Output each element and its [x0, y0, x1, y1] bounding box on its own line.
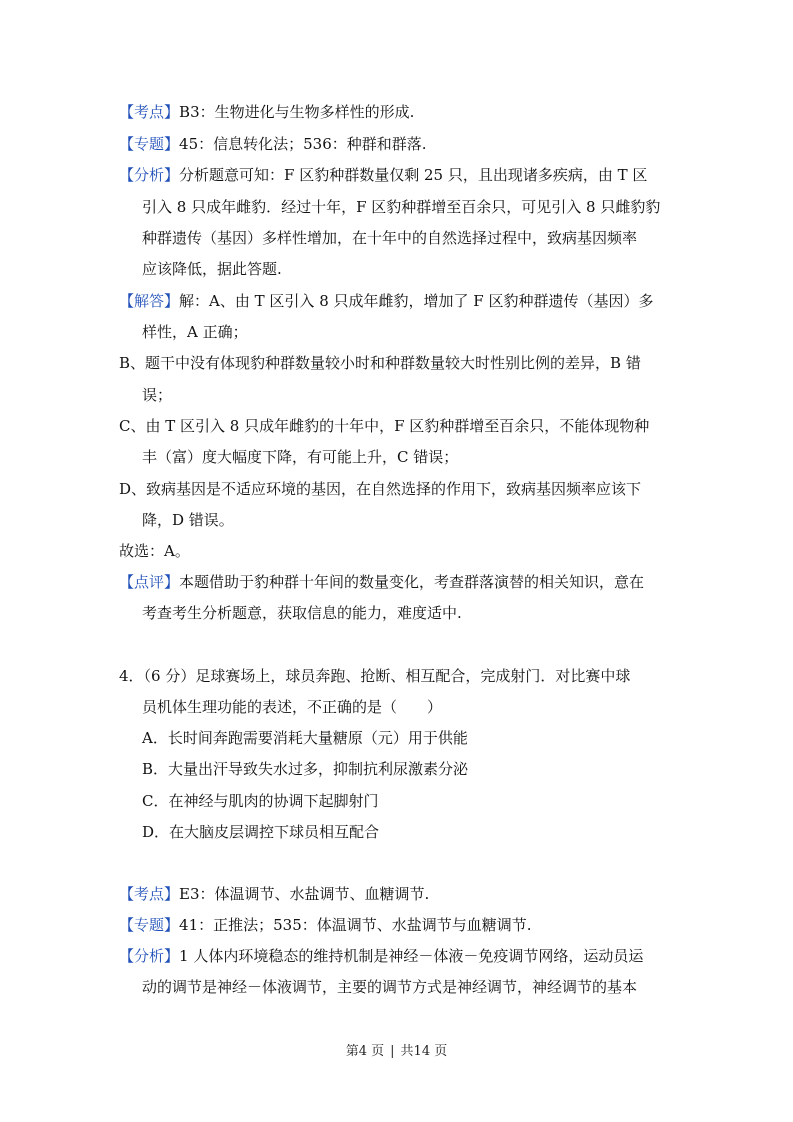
kaodian-text: B3：生物进化与生物多样性的形成. — [179, 103, 415, 121]
zhuanti-line — [119, 134, 427, 154]
option-c-line-2: 丰（富）度大幅度下降，有可能上升，C 错误； — [142, 448, 459, 466]
option-c-line-1: C、由 T 区引入 8 只成年雌豹的十年中，F 区豹种群增至百余只，不能体现物种 — [119, 417, 650, 435]
fenxi-tag-2: 【分析】 — [119, 947, 180, 965]
fenxi2-line-2: 动的调节是神经－体液调节，主要的调节方式是神经调节，神经调节的基本 — [142, 978, 638, 996]
zhuanti-tag-2: 【专题】 — [119, 916, 180, 934]
fenxi-line-2: 引入 8 只成年雌豹．经过十年，F 区豹种群增至百余只，可见引入 8 只雌豹豹 — [142, 198, 661, 216]
question-4-stem-2: 员机体生理功能的表述，不正确的是（ ） — [142, 698, 443, 716]
kaodian-tag-2: 【考点】 — [119, 885, 180, 903]
option-b-line-2: 误； — [142, 386, 173, 404]
question-4-choice-d: D．在大脑皮层调控下球员相互配合 — [142, 823, 380, 841]
question-4-choice-c: C．在神经与肌肉的协调下起脚射门 — [142, 792, 379, 810]
answer-line: 故选：A。 — [119, 542, 190, 560]
page-footer — [0, 1040, 793, 1059]
page-number: 第4 页 — [345, 1044, 385, 1059]
fenxi-tag: 【分析】 — [119, 166, 180, 184]
jieda-line-2: 样性，A 正确； — [142, 323, 248, 341]
kaodian-tag: 【考点】 — [119, 103, 180, 121]
question-4-choice-b: B．大量出汗导致失水过多，抑制抗利尿激素分泌 — [142, 760, 469, 778]
fenxi-line-3: 种群遗传（基因）多样性增加，在十年中的自然选择过程中，致病基因频率 — [142, 229, 638, 247]
fenxi2-line-1: 【分析】1 人体内环境稳态的维持机制是神经－体液－免疫调节网络，运动员运 — [119, 947, 644, 965]
jieda-tag: 【解答】 — [119, 292, 180, 310]
zhuanti-tag: 【专题】 — [119, 135, 180, 153]
option-d-line-2: 降，D 错误。 — [142, 511, 234, 529]
fenxi-line-4: 应该降低，据此答题. — [142, 260, 282, 278]
footer-separator: | — [390, 1044, 395, 1059]
option-b-line-1: B、题干中没有体现豹种群数量较小时和种群数量较大时性别比例的差异，B 错 — [119, 354, 641, 372]
kaodian-line-2: 【考点】E3：体温调节、水盐调节、血糖调节. — [119, 885, 430, 903]
dianping-tag: 【点评】 — [119, 573, 180, 591]
kaodian-line — [119, 102, 414, 122]
question-4-choice-a: A．长时间奔跑需要消耗大量糖原（元）用于供能 — [142, 729, 468, 747]
dianping-line-2: 考查考生分析题意，获取信息的能力，难度适中. — [142, 604, 462, 622]
dianping-line-1: 【点评】本题借助于豹种群十年间的数量变化，考查群落演替的相关知识，意在 — [119, 573, 645, 591]
page-total: 共14 页 — [400, 1044, 448, 1059]
question-4-stem-1: 4．（6 分）足球赛场上，球员奔跑、抢断、相互配合，完成射门．对比赛中球 — [119, 667, 631, 685]
jieda-line-1: 【解答】解：A、由 T 区引入 8 只成年雌豹，增加了 F 区豹种群遗传（基因）多 — [119, 292, 654, 310]
zhuanti-text: 45：信息转化法；536：种群和群落. — [179, 135, 427, 153]
fenxi-line-1: 【分析】分析题意可知：F 区豹种群数量仅剩 25 只，且出现诸多疾病，由 T 区 — [119, 166, 648, 184]
zhuanti-line-2: 【专题】41：正推法；535：体温调节、水盐调节与血糖调节. — [119, 916, 532, 934]
option-d-line-1: D、致病基因是不适应环境的基因，在自然选择的作用下，致病基因频率应该下 — [119, 480, 642, 498]
